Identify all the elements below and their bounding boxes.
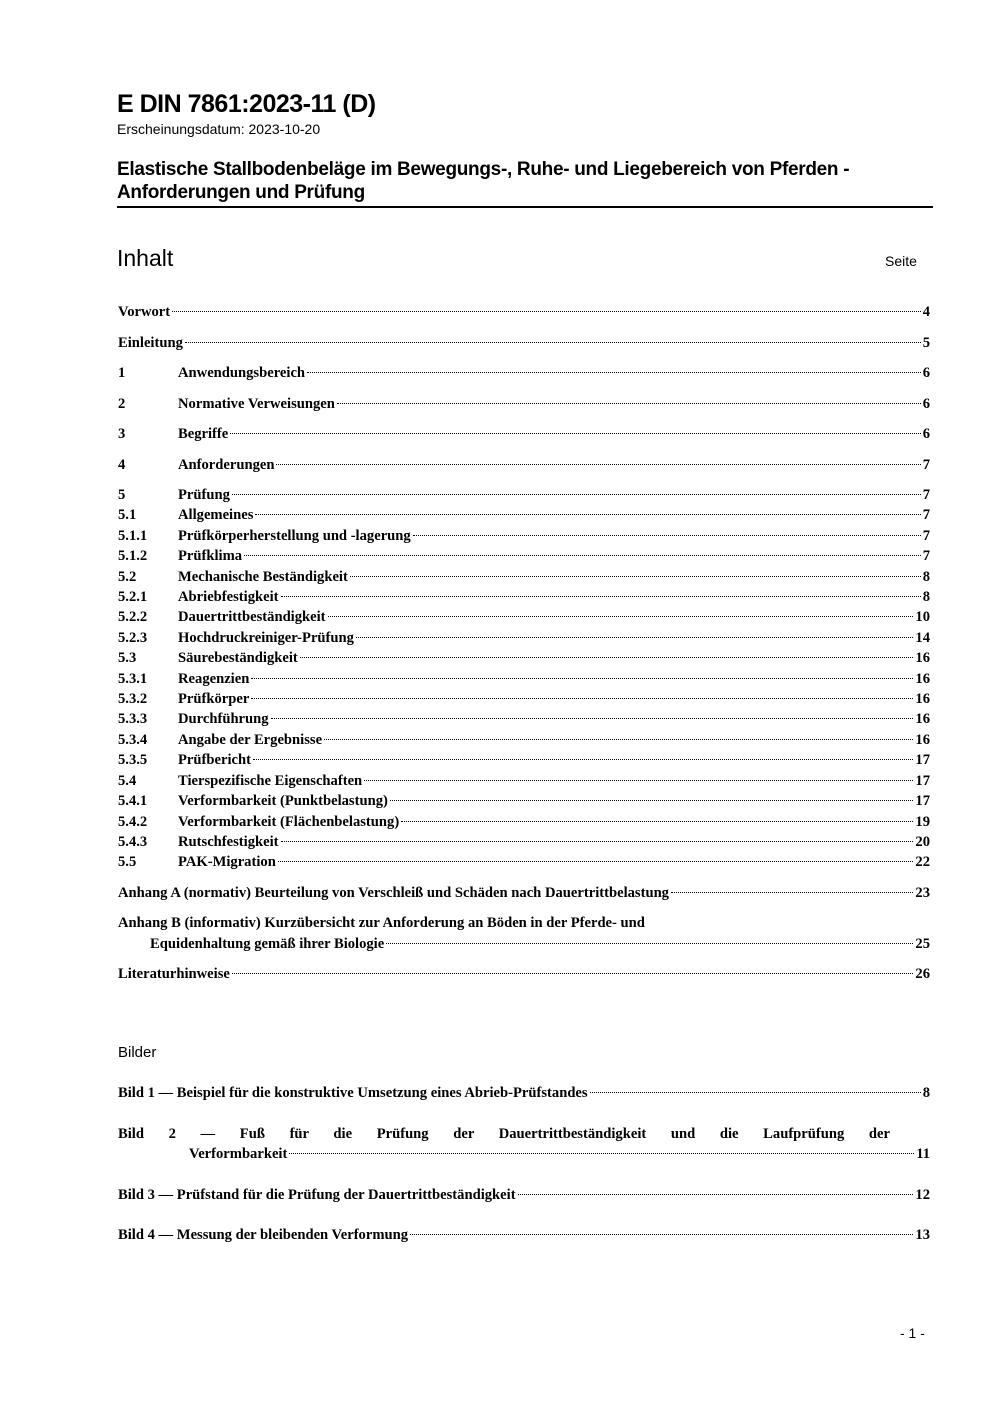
entry-title: Prüfkörper — [178, 691, 250, 708]
entry-title: Reagenzien — [178, 670, 250, 687]
dot-leader — [172, 311, 921, 312]
figure-entry[interactable] — [118, 1083, 930, 1103]
dot-leader — [232, 494, 921, 495]
entry-page: 25 — [915, 935, 930, 952]
section-number: 5.1 — [118, 507, 137, 524]
dot-leader — [590, 1092, 921, 1093]
entry-page: 7 — [922, 527, 930, 544]
entry-page: 16 — [915, 670, 930, 687]
toc-entry[interactable] — [118, 883, 930, 903]
entry-page: 7 — [922, 548, 930, 565]
entry-page: 16 — [915, 711, 930, 728]
dot-leader — [518, 1194, 914, 1195]
entry-page: 13 — [915, 1227, 930, 1244]
toc-entry[interactable] — [118, 669, 930, 689]
entry-page: 23 — [915, 884, 930, 901]
section-number: 1 — [118, 365, 126, 381]
section-number: 5.4 — [118, 772, 137, 789]
dot-leader — [390, 800, 914, 801]
section-number: 5.3 — [118, 650, 137, 667]
entry-title: Abriebfestigkeit — [178, 589, 279, 606]
entry-title: Prüfung — [178, 487, 230, 503]
dot-leader — [328, 616, 914, 617]
section-number: 5.1.1 — [118, 527, 148, 544]
dot-leader — [232, 973, 914, 974]
section-number: 5.3.5 — [118, 752, 148, 769]
figure-entry[interactable] — [118, 1225, 930, 1245]
dot-leader — [401, 821, 913, 822]
entry-title: Verformbarkeit — [189, 1146, 288, 1162]
toc-entry[interactable] — [118, 791, 930, 811]
publication-date: Erscheinungsdatum: 2023-10-20 — [117, 121, 321, 137]
entry-title: Mechanische Beständigkeit — [178, 568, 348, 585]
entry-page: 8 — [922, 568, 930, 585]
dot-leader — [230, 433, 920, 434]
dot-leader — [410, 1234, 913, 1235]
section-number: 5.3.3 — [118, 711, 148, 728]
entry-title: Angabe der Ergebnisse — [178, 731, 323, 748]
toc-entry[interactable] — [118, 587, 930, 607]
entry-title: Verformbarkeit (Flächenbelastung) — [178, 813, 400, 830]
toc-heading: Inhalt — [117, 245, 174, 271]
dot-leader — [278, 861, 914, 862]
toc-entry[interactable] — [118, 505, 930, 525]
toc-entry[interactable] — [118, 607, 930, 627]
entry-page: 22 — [915, 854, 930, 871]
toc-entry[interactable] — [118, 689, 930, 709]
entry-title: Anhang B (informativ) Kurzübersicht zur Anforderung an Böden in der Pferde- und — [118, 915, 645, 932]
dot-leader — [244, 555, 921, 556]
entry-title: Prüfklima — [178, 548, 243, 565]
section-number: 5.5 — [118, 854, 137, 871]
toc-entry[interactable] — [118, 485, 930, 505]
entry-page: 7 — [922, 456, 930, 473]
dot-leader — [289, 1153, 914, 1154]
toc-entry[interactable] — [118, 964, 930, 984]
table-of-contents — [118, 302, 930, 985]
entry-title: Einleitung — [118, 334, 183, 351]
dot-leader — [356, 637, 913, 638]
entry-page: 8 — [922, 589, 930, 606]
entry-page: 20 — [915, 833, 930, 850]
dot-leader — [364, 780, 913, 781]
toc-entry[interactable] — [118, 812, 930, 832]
entry-title: Vorwort — [118, 304, 171, 320]
section-number: 5.2.3 — [118, 629, 148, 646]
dot-leader — [251, 678, 913, 679]
entry-title: Tierspezifische Eigenschaften — [178, 772, 363, 789]
entry-title: Bild 1 — Beispiel für die konstruktive Umsetzung eines Abrieb-Prüfstandes — [118, 1085, 588, 1101]
entry-page: 10 — [915, 609, 930, 626]
dot-leader — [337, 403, 921, 404]
dot-leader — [185, 342, 921, 343]
dot-leader — [386, 943, 913, 944]
toc-entry[interactable] — [118, 852, 930, 872]
entry-title: Begriffe — [178, 426, 229, 442]
entry-line-2 — [118, 934, 930, 954]
section-number: 5.4.2 — [118, 813, 148, 830]
toc-entry[interactable] — [118, 455, 930, 475]
section-number: 5.3.1 — [118, 670, 148, 687]
toc-entry[interactable] — [118, 913, 930, 954]
entry-title: Säurebeständigkeit — [178, 650, 298, 667]
entry-page: 14 — [915, 629, 930, 646]
section-number: 5.1.2 — [118, 548, 148, 565]
entry-page: 5 — [922, 334, 930, 351]
section-number: 5.2.1 — [118, 589, 148, 606]
entry-title: Anhang A (normativ) Beurteilung von Verschleiß und Schäden nach Dauertrittbelastung — [118, 884, 669, 901]
entry-page: 17 — [915, 752, 930, 769]
entry-title: Prüfkörperherstellung und -lagerung — [178, 527, 411, 544]
entry-page: 26 — [915, 966, 930, 983]
list-of-figures — [118, 1083, 930, 1246]
toc-entry[interactable] — [118, 709, 930, 729]
entry-title: Allgemeines — [178, 507, 254, 524]
section-number: 5.4.1 — [118, 793, 148, 810]
toc-entry[interactable] — [118, 628, 930, 648]
entry-title: PAK-Migration — [178, 854, 276, 871]
section-number: 3 — [118, 426, 126, 442]
toc-entry[interactable] — [118, 730, 930, 750]
dot-leader — [413, 535, 921, 536]
entry-page: 17 — [915, 772, 930, 789]
entry-title: Literaturhinweise — [118, 966, 230, 983]
entry-page: 16 — [915, 691, 930, 708]
dot-leader — [255, 514, 920, 515]
entry-title: Durchführung — [178, 711, 269, 728]
section-number: 5 — [118, 487, 126, 503]
entry-page: 7 — [922, 507, 930, 524]
toc-entry[interactable] — [118, 648, 930, 668]
entry-title: Anwendungsbereich — [178, 365, 306, 381]
entry-page: 8 — [922, 1085, 930, 1101]
entry-title: Anforderungen — [178, 456, 275, 473]
page-column-label: Seite — [885, 253, 917, 269]
toc-entry[interactable] — [118, 567, 930, 587]
dot-leader — [281, 596, 921, 597]
toc-entry[interactable] — [118, 394, 930, 414]
section-number: 5.2 — [118, 568, 137, 585]
figure-entry[interactable] — [118, 1124, 930, 1165]
toc-entry[interactable] — [118, 363, 930, 383]
entry-page: 17 — [915, 793, 930, 810]
entry-title: Bild 2 — Fuß für die Prüfung der Dauertrittbeständigkeit und die Laufprüfung der — [118, 1125, 890, 1142]
entry-page: 6 — [922, 395, 930, 412]
dot-leader — [350, 576, 921, 577]
entry-title: Bild 4 — Messung der bleibenden Verformung — [118, 1227, 409, 1244]
entry-page: 16 — [915, 731, 930, 748]
toc-entry[interactable] — [118, 424, 930, 444]
entry-title: Verformbarkeit (Punktbelastung) — [178, 793, 388, 810]
toc-entry[interactable] — [118, 546, 930, 566]
toc-entry[interactable] — [118, 771, 930, 791]
entry-page: 19 — [915, 813, 930, 830]
dot-leader — [307, 372, 921, 373]
dot-leader — [671, 892, 913, 893]
dot-leader — [276, 464, 920, 465]
toc-entry[interactable] — [118, 526, 930, 546]
entry-title: Bild 3 — Prüfstand für die Prüfung der Dauertrittbeständigkeit — [118, 1186, 516, 1203]
entry-title: Equidenhaltung gemäß ihrer Biologie — [150, 935, 385, 952]
dot-leader — [281, 841, 914, 842]
entry-page: 6 — [922, 426, 930, 442]
entry-page: 4 — [922, 304, 930, 320]
section-number: 2 — [118, 395, 126, 412]
dot-leader — [324, 739, 913, 740]
section-number: 5.2.2 — [118, 609, 148, 626]
toc-entry[interactable] — [118, 333, 930, 353]
entry-line-2 — [118, 1144, 930, 1164]
entry-title: Hochdruckreiniger-Prüfung — [178, 629, 354, 646]
toc-entry[interactable] — [118, 302, 930, 322]
document-title: Elastische Stallbodenbeläge im Bewegungs-, Ruhe- und Liegebereich von Pferden - Anforderungen und Prüfung — [117, 158, 933, 208]
entry-title: Dauertrittbeständigkeit — [178, 609, 326, 626]
section-number: 5.3.4 — [118, 731, 148, 748]
entry-page: 7 — [922, 487, 930, 503]
toc-entry[interactable] — [118, 750, 930, 770]
section-number: 4 — [118, 456, 126, 473]
section-number: 5.3.2 — [118, 691, 148, 708]
dot-leader — [300, 657, 914, 658]
entry-title: Prüfbericht — [178, 752, 251, 769]
figure-entry[interactable] — [118, 1185, 930, 1205]
entry-page: 11 — [916, 1146, 930, 1162]
figures-heading: Bilder — [118, 1044, 157, 1061]
entry-title: Rutschfestigkeit — [178, 833, 279, 850]
entry-page: 6 — [922, 365, 930, 381]
dot-leader — [253, 759, 913, 760]
toc-entry[interactable] — [118, 832, 930, 852]
entry-page: 12 — [915, 1186, 930, 1203]
document-id: E DIN 7861:2023-11 (D) — [117, 90, 376, 118]
page-number: - 1 - — [900, 1325, 925, 1341]
dot-leader — [271, 718, 914, 719]
entry-page: 16 — [915, 650, 930, 667]
dot-leader — [251, 698, 913, 699]
section-number: 5.4.3 — [118, 833, 148, 850]
entry-title: Normative Verweisungen — [178, 395, 335, 412]
